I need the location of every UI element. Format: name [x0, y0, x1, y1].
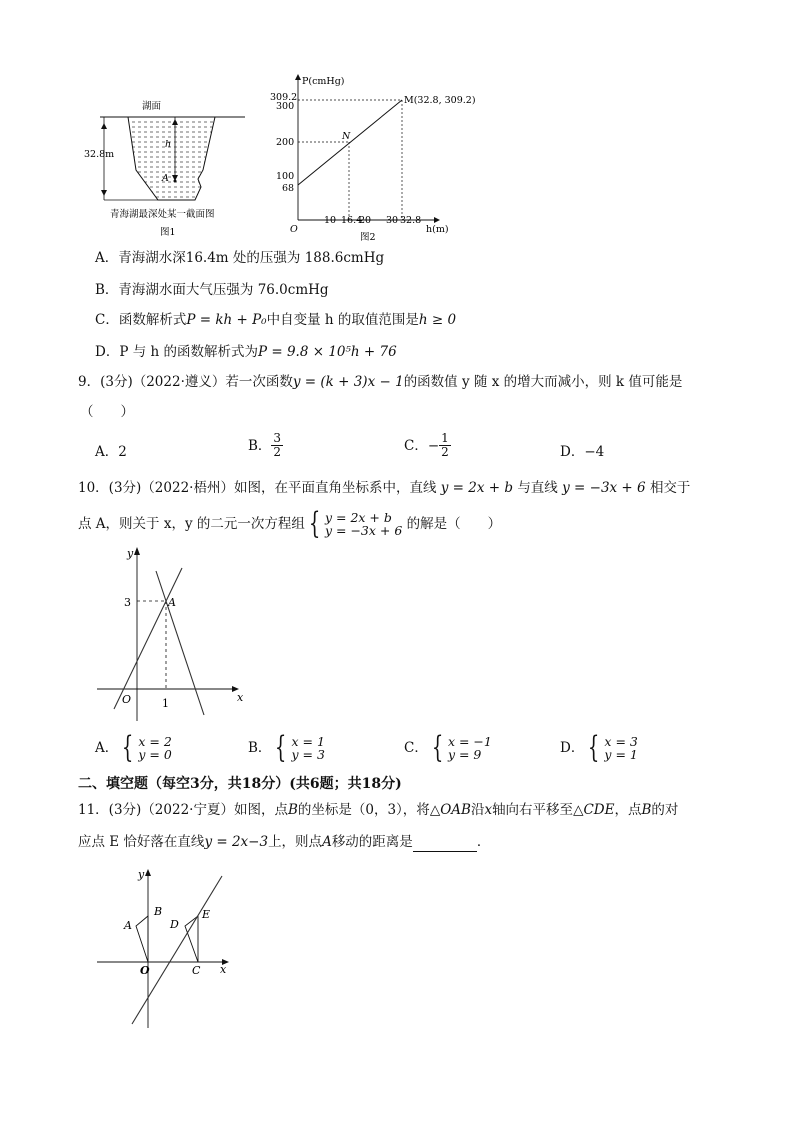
q10-graph-tick-3: 3: [124, 596, 131, 609]
section-2-title: 二、填空题（每空3分，共18分）(共6题；共18分): [78, 776, 402, 792]
fig1-depth-label: 32.8m: [84, 149, 115, 160]
q11-graph-c-label: C: [192, 964, 201, 977]
q8-option-c: C．函数解析式P = kh + P₀中自变量 h 的取值范围是h ≥ 0: [95, 312, 457, 328]
q10-coordinate-graph: [92, 543, 252, 723]
fig2-number: 图2: [360, 232, 376, 243]
fig2-y-axis-label: P(cmHg): [302, 76, 345, 87]
fig2-point-n-label: N: [342, 131, 351, 142]
fig1-surface-label: 湖面: [142, 101, 162, 112]
q11-graph-a-label: A: [124, 919, 132, 932]
q9-option-d: D．−4: [560, 444, 605, 460]
line-y-minus3x-6: [156, 571, 204, 715]
fig1-number: 图1: [160, 227, 176, 238]
q11-graph-x-label: x: [220, 963, 227, 976]
q11-stem-line-2: 应点 E 恰好落在直线y = 2x−3上，则点A移动的距离是 ．: [78, 834, 491, 850]
q10-option-d: D． { x = 3 y = 1: [560, 730, 638, 765]
q10-graph-x-label: x: [237, 691, 244, 704]
q10-equation-system: { y = 2x + b y = −3x + 6: [308, 506, 403, 541]
q11-graph-d-label: D: [170, 918, 179, 931]
q9-option-b: B． $\frac{3}{2}$: [248, 431, 282, 459]
fig2-x-tick: 10: [324, 215, 337, 226]
q8-option-b: B．青海湖水面大气压强为 76.0cmHg: [95, 282, 329, 298]
q10-stem-line-1: 10．(3分)（2022·梧州）如图，在平面直角坐标系中，直线 y = 2x + b 与直线 y = −3x + 6 相交于: [78, 480, 691, 496]
fig1-caption: 青海湖最深处某一截面图: [110, 209, 215, 220]
q8-option-d: D．P 与 h 的函数解析式为P = 9.8 × 10⁵h + 76: [95, 344, 397, 360]
fig2-x-tick: 30: [386, 215, 399, 226]
fig2-y-tick: 300: [276, 101, 295, 112]
q9-stem: 9．(3分)（2022·遵义）若一次函数y = (k + 3)x − 1的函数值 y 随 x 的增大而减小，则 k 值可能是: [78, 374, 683, 390]
q10-graph-tick-1: 1: [162, 697, 169, 710]
fig1-h-label: h: [165, 139, 172, 150]
fig2-point-m-label: M(32.8, 309.2): [404, 95, 476, 106]
q11-graph-b-label: B: [154, 905, 163, 918]
q11-answer-blank[interactable]: [413, 837, 477, 852]
fig1-a-label: A: [162, 173, 169, 184]
q10-graph-y-label: y: [127, 547, 134, 560]
fig2-y-tick: 200: [276, 137, 295, 148]
q11-graph-y-label: y: [138, 868, 145, 881]
q9-answer-paren: （ ）: [80, 404, 134, 420]
q10-stem-line-2: 点 A，则关于 x，y 的二元一次方程组 { y = 2x + b y = −3x + 6 的解是（ ）: [78, 506, 502, 541]
q11-graph-o-label: O: [140, 964, 150, 977]
q10-option-b: B． { x = 1 y = 3: [248, 730, 325, 765]
q8-option-a: A．青海湖水深16.4m 处的压强为 188.6cmHg: [95, 250, 385, 266]
pressure-line: [298, 100, 402, 185]
line-y-2x-minus-3: [132, 876, 222, 1024]
figure-1-lake-cross-section: [84, 95, 260, 245]
fig2-y-tick: 309.2: [270, 92, 298, 103]
fig2-x-tick: 20: [359, 215, 372, 226]
fig2-x-tick: 16.4: [341, 215, 363, 226]
figure-2-pressure-graph: [262, 72, 512, 244]
line-y-2x-b: [114, 568, 182, 709]
q11-stem-line-1: 11．(3分)（2022·宁夏）如图，点B的坐标是（0，3），将△OAB沿x轴向右平移至△CDE，点B的对: [78, 802, 679, 818]
q10-graph-point-a: A: [168, 596, 176, 609]
q11-graph-e-label: E: [202, 908, 211, 921]
q9-option-a: A．2: [95, 444, 127, 460]
q10-option-a: A． { x = 2 y = 0: [95, 730, 172, 765]
q9-option-c: C．− $\frac{1}{2}$: [404, 431, 449, 459]
fig2-x-tick: 32.8: [400, 215, 422, 226]
fig2-x-axis-label: h(m): [426, 224, 449, 235]
fig2-y-tick: 100: [276, 171, 295, 182]
fig2-origin-label: O: [290, 224, 298, 235]
fig2-y-tick: 68: [282, 183, 295, 194]
q10-option-c: C． { x = −1 y = 9: [404, 730, 492, 765]
q11-coordinate-graph: [92, 866, 242, 1031]
q10-graph-origin: O: [122, 693, 132, 706]
